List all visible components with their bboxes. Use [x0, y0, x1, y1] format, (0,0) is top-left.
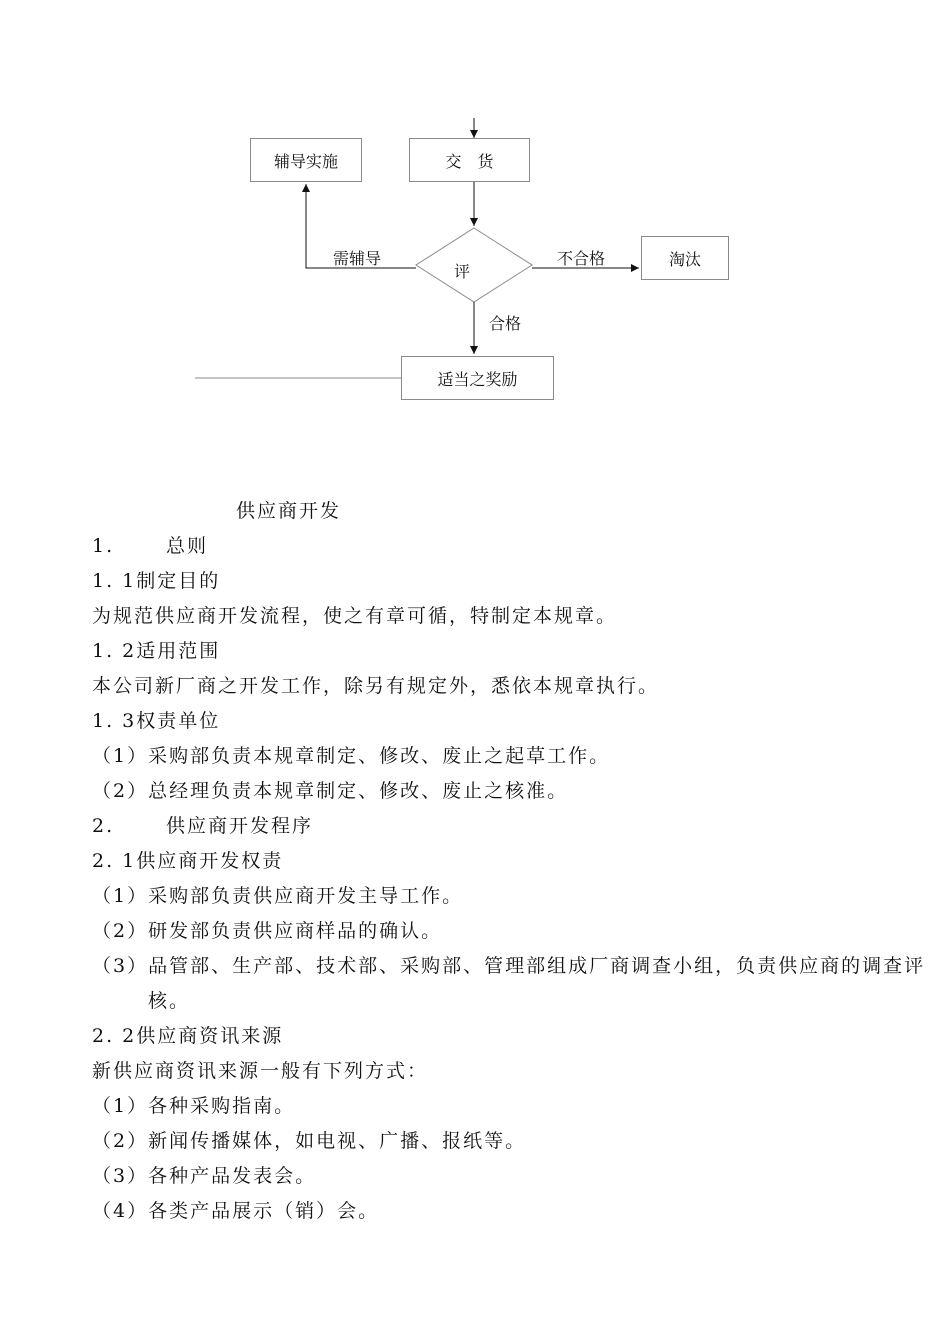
eval-diamond	[416, 228, 532, 302]
section-1-3-item-1: （1）采购部负责本规章制定、修改、废止之起草工作。	[92, 745, 611, 767]
section-2-number: 2.	[92, 815, 115, 837]
section-1-1-heading: 1. 1制定目的	[92, 570, 221, 592]
section-1-3-item-2: （2）总经理负责本规章制定、修改、废止之核准。	[92, 780, 569, 802]
box-delivery: 交 货	[409, 138, 530, 182]
eval-diamond-label: 评	[454, 262, 471, 281]
section-1-title: 总则	[166, 535, 209, 557]
section-2-2-heading: 2. 2供应商资讯来源	[92, 1025, 284, 1047]
section-2-1-item-3: （3）品管部、生产部、技术部、采购部、管理部组成厂商调查小组，负责供应商的调查评核。	[92, 955, 926, 1012]
box-reward: 适当之奖励	[401, 356, 554, 400]
section-1-number: 1.	[92, 535, 115, 557]
label-pass: 合格	[489, 314, 522, 333]
section-1-heading	[92, 529, 882, 564]
doc-title: 供应商开发	[236, 500, 342, 522]
section-2-title: 供应商开发程序	[166, 815, 314, 837]
box-eliminate: 淘汰	[641, 236, 729, 280]
label-fail: 不合格	[557, 249, 606, 268]
section-1-2-heading: 1. 2适用范围	[92, 640, 221, 662]
section-1-2-text: 本公司新厂商之开发工作，除另有规定外，悉依本规章执行。	[92, 675, 660, 697]
section-1-3-heading: 1. 3权责单位	[92, 710, 221, 732]
box-tutor: 辅导实施	[250, 138, 362, 182]
section-2-heading	[92, 809, 882, 844]
section-2-2-item-4: （4）各类产品展示（销）会。	[92, 1200, 380, 1222]
section-2-2-item-2: （2）新闻传播媒体，如电视、广播、报纸等。	[92, 1130, 527, 1152]
section-2-1-heading: 2. 1供应商开发权责	[92, 850, 284, 872]
flowchart	[0, 0, 950, 420]
section-2-1-item-2: （2）研发部负责供应商样品的确认。	[92, 920, 443, 942]
section-2-2-item-1: （1）各种采购指南。	[92, 1095, 296, 1117]
label-need-tutor: 需辅导	[333, 249, 382, 268]
section-2-1-item-1: （1）采购部负责供应商开发主导工作。	[92, 885, 464, 907]
document-body	[92, 494, 926, 1229]
section-2-2-text: 新供应商资讯来源一般有下列方式：	[92, 1060, 429, 1082]
section-2-2-item-3: （3）各种产品发表会。	[92, 1165, 317, 1187]
section-1-1-text: 为规范供应商开发流程，使之有章可循，特制定本规章。	[92, 605, 618, 627]
